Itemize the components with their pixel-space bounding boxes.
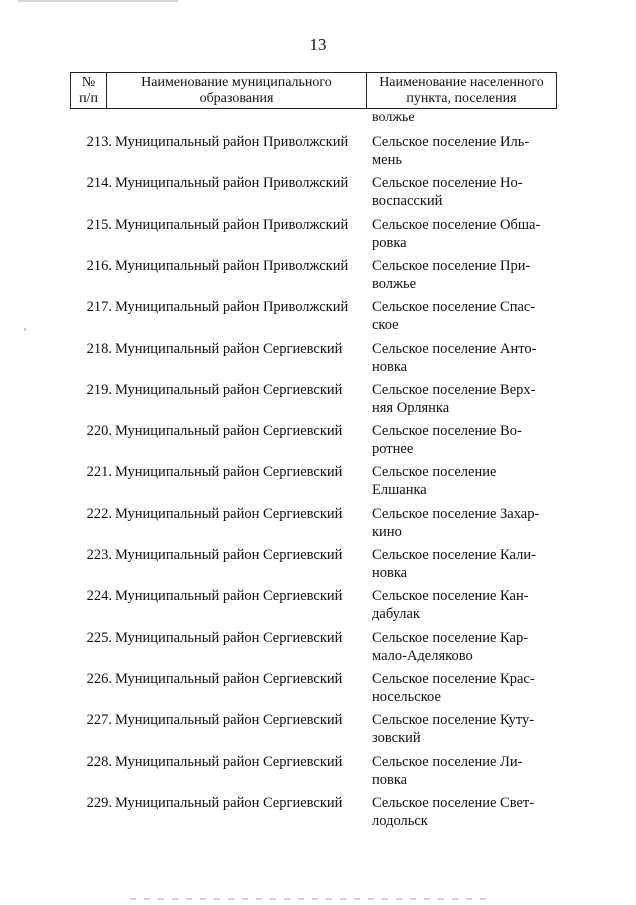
table-row xyxy=(0,463,636,503)
row-settlement xyxy=(372,174,562,210)
row-settlement-line2: дабулак xyxy=(372,606,420,622)
row-settlement xyxy=(372,257,562,293)
row-municipality: Муниципальный район Сергиевский xyxy=(115,382,343,398)
table-row xyxy=(0,257,636,297)
row-settlement-line2: новка xyxy=(372,565,408,581)
row-settlement xyxy=(372,753,562,789)
row-settlement xyxy=(372,340,562,376)
row-number: 217. xyxy=(86,299,112,315)
row-settlement-line1: Сельское поселение Но- xyxy=(372,175,523,191)
row-municipality: Муниципальный район Приволжский xyxy=(115,299,349,315)
table-row xyxy=(0,670,636,710)
header-settlement-column xyxy=(367,73,556,108)
row-number: 216. xyxy=(86,258,112,274)
row-settlement xyxy=(372,463,562,499)
row-settlement-line1: Сельское поселение Захар- xyxy=(372,506,540,522)
row-settlement-line2: носельское xyxy=(372,689,441,705)
page-number: 13 xyxy=(309,35,327,54)
row-settlement-line1: Сельское поселение Кали- xyxy=(372,547,536,563)
row-number: 227. xyxy=(86,712,112,728)
row-municipality: Муниципальный район Сергиевский xyxy=(115,712,343,728)
row-municipality: Муниципальный район Приволжский xyxy=(115,258,349,274)
row-municipality: Муниципальный район Сергиевский xyxy=(115,588,343,604)
row-settlement-line1: Сельское поселение Спас- xyxy=(372,299,536,315)
row-settlement-line1: Сельское поселение При- xyxy=(372,258,531,274)
row-settlement-line2: воспасский xyxy=(372,193,443,209)
row-number: 228. xyxy=(86,754,112,770)
row-settlement-line1: Сельское поселение Ли- xyxy=(372,754,523,770)
row-settlement xyxy=(372,546,562,582)
table-row xyxy=(0,216,636,256)
row-municipality: Муниципальный район Сергиевский xyxy=(115,671,343,687)
row-settlement xyxy=(372,794,562,830)
row-number: 220. xyxy=(86,423,112,439)
row-municipality: Муниципальный район Сергиевский xyxy=(115,795,343,811)
row-settlement-line2: новка xyxy=(372,359,408,375)
row-settlement xyxy=(372,629,562,665)
row-settlement-line2: волжье xyxy=(372,276,417,292)
header-municipality-line2: образования xyxy=(199,91,274,106)
row-settlement xyxy=(372,216,562,252)
carry-over-text: волжье xyxy=(372,110,415,125)
row-number: 226. xyxy=(86,671,112,687)
row-settlement-line2: мало-Аделяково xyxy=(372,648,473,664)
row-number: 215. xyxy=(86,217,112,233)
row-municipality: Муниципальный район Сергиевский xyxy=(115,506,343,522)
row-settlement-line2: ротнее xyxy=(372,441,414,457)
row-settlement-line2: ское xyxy=(372,317,399,333)
table-row xyxy=(0,381,636,421)
row-municipality: Муниципальный район Сергиевский xyxy=(115,547,343,563)
row-settlement-line1: Сельское поселение Кар- xyxy=(372,630,529,646)
row-settlement xyxy=(372,587,562,623)
row-number: 229. xyxy=(86,795,112,811)
table-row xyxy=(0,546,636,586)
table-row xyxy=(0,587,636,627)
table-row xyxy=(0,298,636,338)
row-number: 218. xyxy=(86,341,112,357)
row-number: 219. xyxy=(86,382,112,398)
row-settlement-line2: зовский xyxy=(372,730,421,746)
row-settlement-line2: мень xyxy=(372,152,402,168)
row-municipality: Муниципальный район Приволжский xyxy=(115,175,349,191)
row-settlement xyxy=(372,381,562,417)
table-row xyxy=(0,174,636,214)
row-municipality: Муниципальный район Сергиевский xyxy=(115,464,343,480)
table-header xyxy=(70,72,557,109)
row-municipality: Муниципальный район Сергиевский xyxy=(115,341,343,357)
row-municipality: Муниципальный район Приволжский xyxy=(115,134,349,150)
row-settlement-line1: Сельское поселение xyxy=(372,464,497,480)
header-settlement-line1: Наименование населенного xyxy=(379,75,544,90)
row-settlement-line1: Сельское поселение Куту- xyxy=(372,712,535,728)
header-number-line1: № xyxy=(81,75,96,90)
row-settlement xyxy=(372,422,562,458)
row-settlement-line1: Сельское поселение Обша- xyxy=(372,217,541,233)
row-settlement xyxy=(372,133,562,169)
row-settlement-line1: Сельское поселение Крас- xyxy=(372,671,535,687)
row-number: 225. xyxy=(86,630,112,646)
row-settlement-line1: Сельское поселение Кан- xyxy=(372,588,529,604)
header-municipality-line1: Наименование муниципального xyxy=(141,75,332,90)
table-row xyxy=(0,340,636,380)
table-row xyxy=(0,629,636,669)
row-settlement xyxy=(372,711,562,747)
row-settlement-line2: ровка xyxy=(372,235,407,251)
row-settlement-line1: Сельское поселение Свет- xyxy=(372,795,535,811)
row-settlement xyxy=(372,505,562,541)
row-number: 222. xyxy=(86,506,112,522)
scan-artifact-bottom xyxy=(130,898,490,900)
header-settlement-line2: пункта, поселения xyxy=(406,91,517,106)
row-number: 221. xyxy=(86,464,112,480)
header-municipality-column xyxy=(107,73,367,108)
row-municipality: Муниципальный район Сергиевский xyxy=(115,754,343,770)
table-row xyxy=(0,133,636,173)
row-number: 214. xyxy=(86,175,112,191)
table-row xyxy=(0,711,636,751)
row-settlement-line2: няя Орлянка xyxy=(372,400,450,416)
table-row xyxy=(0,422,636,462)
row-municipality: Муниципальный район Сергиевский xyxy=(115,630,343,646)
row-settlement-line1: Сельское поселение Во- xyxy=(372,423,522,439)
table-row xyxy=(0,753,636,793)
row-settlement xyxy=(372,670,562,706)
header-number-column xyxy=(71,73,107,108)
row-settlement-line1: Сельское поселение Анто- xyxy=(372,341,537,357)
row-settlement-line2: лодольск xyxy=(372,813,428,829)
row-municipality: Муниципальный район Приволжский xyxy=(115,217,349,233)
row-settlement-line1: Сельское поселение Иль- xyxy=(372,134,530,150)
table-row xyxy=(0,794,636,834)
row-settlement-line2: кино xyxy=(372,524,402,540)
header-number-line2: п/п xyxy=(79,91,98,106)
table-row xyxy=(0,505,636,545)
row-settlement-line1: Сельское поселение Верх- xyxy=(372,382,536,398)
row-settlement-line2: Елшанка xyxy=(372,482,427,498)
row-number: 224. xyxy=(86,588,112,604)
scan-artifact-top xyxy=(18,0,178,2)
row-municipality: Муниципальный район Сергиевский xyxy=(115,423,343,439)
row-settlement xyxy=(372,298,562,334)
row-settlement-line2: повка xyxy=(372,772,408,788)
row-number: 213. xyxy=(86,134,112,150)
row-number: 223. xyxy=(86,547,112,563)
